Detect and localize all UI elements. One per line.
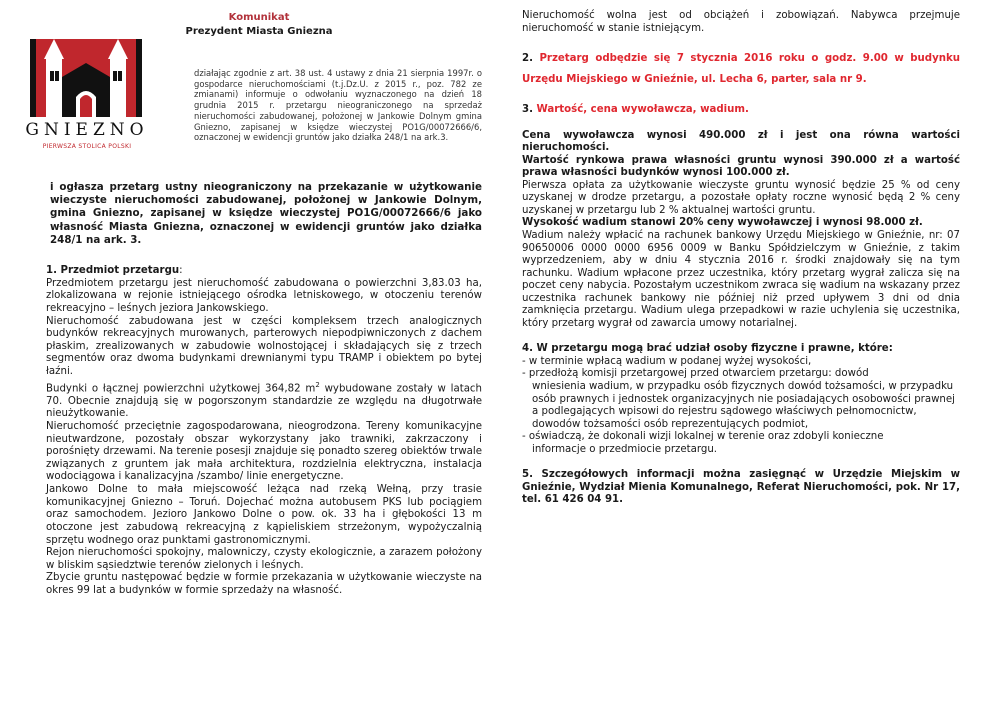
section-3-number: 3. [522,104,533,116]
section-2-number: 2. [522,53,533,65]
section-1 [46,265,482,598]
right-column [522,10,960,507]
logo-wordmark: GNIEZNO [25,120,149,140]
section-2 [522,48,960,90]
lead-announcement: i ogłasza przetarg ustny nieograniczony na przekazanie w użytkowanie wieczyste nieruchomości zabudowanej, położonej w Jankowie Dolnym, gmina Gniezno, zapisanej w księdze wieczystej PO1G/00072666/6 jako własność Miasta Gniezna, oznaczonej w ewidencji gruntów jako działka 248/1 na ark. 3. [50,181,482,246]
section-4-item: - przedłożą komisji przetargowej przed otwarciem przetargu: dowód [522,368,869,380]
section-3-heading [522,104,960,117]
logo-tagline: PIERWSZA STOLICA POLSKI [42,143,132,150]
section-4-item: - oświadczą, że dokonali wizji lokalnej w terenie oraz zdobyli konieczne [522,431,884,443]
section-5: 5. Szczegółowych informacji można zasięgnąć w Urzędzie Miejskim w Gnieźnie, Wydział Mienia Komunalnego, Referat Nieruchomości, pok. Nr 17, tel. 61 426 04 91. [522,469,960,506]
section-3-text: Wartość, cena wywoławcza, wadium. [536,104,749,116]
section-1-paragraph: Przedmiotem przetargu jest nieruchomość zabudowana o powierzchni 3,83.03 ha, zlokalizowana w rejonie istniejącego ośrodka letniskowego, w otoczeniu terenów rekreacyjno – leśnych jeziora Jankowskiego. [46,277,482,314]
gniezno-logo [22,35,152,167]
section-1-heading-colon: : [179,265,183,276]
wadium-amount: Wysokość wadium stanowi 20% ceny wywoławczej i wynosi 98.000 zł. [522,217,923,229]
market-value-statement: Wartość rynkowa prawa własności gruntu wynosi 390.000 zł a wartość prawa własności budynków wynosi 100.000 zł. [522,154,960,179]
section-4-item: - w terminie wpłacą wadium w podanej wyżej wysokości, [522,355,812,367]
area-unit-superscript: 2 [315,380,320,389]
section-2-text: Przetarg odbędzie się 7 stycznia 2016 roku o godz. 9.00 w budynku Urzędu Miejskiego w Gnieźnie, ul. Lecha 6, parter, sala nr 9. [522,53,960,86]
section-1-paragraph: Jankowo Dolne to mała miejscowość leżąca nad rzeką Wełną, przy trasie komunikacyjnej Gniezno – Toruń. Dojechać można autobusem PKS lub pociągiem oraz samochodem. Jezioro Jankowo Dolne o pow. ok. 33 ha i głębokości 13 m otoczone jest zabudową rekreacyjną z kąpieliskiem strzeżonym, wypożyczalnią sprzętu wodnego oraz punktami gastronomicznymi. [46,484,482,546]
price-statement: Cena wywoławcza wynosi 490.000 zł i jest ona równa wartości nieruchomości. [522,129,960,154]
section-1-paragraph [46,379,482,421]
document-title: Komunikat [228,12,290,23]
document-subtitle: Prezydent Miasta Gniezna [185,26,333,37]
area-text: Budynki o łącznej powierzchni użytkowej 364,82 m [46,383,316,395]
section-1-paragraph: Nieruchomość zabudowana jest w części kompleksem trzech analogicznych budynków rekreacyjnych murowanych, parterowych niepodpiwniczonych z dachem płaskim, zrealizowanych w zabudowie wolnostojącej i składających się z trzech segmentów oraz dwoma budynkami drewnianymi typu TRAMP i obiektem po bytej łaźni. [46,315,482,377]
section-4-item-continued: informacje o przedmiocie przetargu. [532,443,718,455]
section-1-paragraph: Nieruchomość przeciętnie zagospodarowana, nieogrodzona. Tereny komunikacyjne nieutwardzone, pozostały obszar wykorzystany jako trawniki, zakrzaczony i porośnięty drzewami. Na terenie posesji znajduje się ponadto szereg obiektów trwale związanych z gruntem jak mała architektura, rozdzielnia elektryczna, instalacja wodociągowa i kanalizacyjna /szambo/ linie energetyczne. [46,420,482,483]
section-1-paragraph: Rejon nieruchomości spokojny, malowniczy, czysty ekologicznie, a zarazem położony w bliskim sąsiedztwie terenów zielonych i leśnych. [46,547,482,571]
encumbrance-paragraph: Nieruchomość wolna jest od obciążeń i zobowiązań. Nabywca przejmuje nieruchomość w stanie istniejącym. [522,10,960,34]
cathedral-emblem-icon [22,35,152,119]
section-4-heading: 4. W przetargu mogą brać udział osoby fizyczne i prawne, które: [522,343,893,355]
section-1-heading-line [46,265,482,278]
intro-paragraph: działając zgodnie z art. 38 ust. 4 ustawy z dnia 21 sierpnia 1997r. o gospodarce nieruchomościami (t.j.Dz.U. z 2015 r., poz. 782 ze zmianami) informuje o odwołaniu wyznaczonego na dzień 18 grudnia 2015 r. przetargu nieograniczonego na sprzedaż nieruchomości zabudowanej, położonej w Jankowie Dolnym gmina Gniezno, zapisanej w księdze wieczystej PO1G/00072666/6, oznaczonej w ewidencji gruntów jako działka 248/1 na ark.3. [194,68,482,143]
section-1-paragraph: Zbycie gruntu następować będzie w formie przekazania w użytkowanie wieczyste na okres 99 lat a budynków w formie sprzedaży na własność. [46,572,482,597]
section-1-heading: 1. Przedmiot przetargu [46,265,180,276]
fees-paragraph: Pierwsza opłata za użytkowanie wieczyste gruntu wynosić będzie 25 % od ceny uzyskanej w drodze przetargu, a pozostałe opłaty roczne wynosić będą 2 % ceny uzyskanej w przetargu lub 2 % aktualnej wartości gruntu. [522,179,960,216]
wadium-paragraph: Wadium należy wpłacić na rachunek bankowy Urzędu Miejskiego w Gnieźnie, nr: 07 90650006 0000 0000 6956 0009 w Banku Spółdzielczym w Gnieźnie, z takim wyprzedzeniem, aby w dniu 4 stycznia 2016 r. środki znajdowały się na tym rachunku. Wadium wpłacone przez uczestnika, który przetarg wygrał zalicza się na poczet ceny nabycia. Pozostałym uczestnikom zwraca się wadium na wskazany przez uczestnika rachunek bankowy nie później niż przed upływem 3 dni od dnia zamknięcia przetargu. Wadium ulega przepadkowi w razie uchylenia się uczestnika, który przetarg wygrał od zawarcia umowy notarialnej. [522,230,960,329]
area-text-rest: wybudowane zostały w latach 70. Obecnie znajdują się w pogorszonym standardzie ze względu na długotrwałe nieużytkowanie. [46,383,482,420]
section-4-item-continued: wniesienia wadium, w przypadku osób fizycznych dowód tożsamości, w przypadku osób prawnych i jednostek organizacyjnych nie posiadających osobowości prawnej a podlegających wpisowi do rejestru sądowego właściwych pełnomocnictw, dowodów tożsamości osób reprezentujących podmiot, [532,381,955,430]
